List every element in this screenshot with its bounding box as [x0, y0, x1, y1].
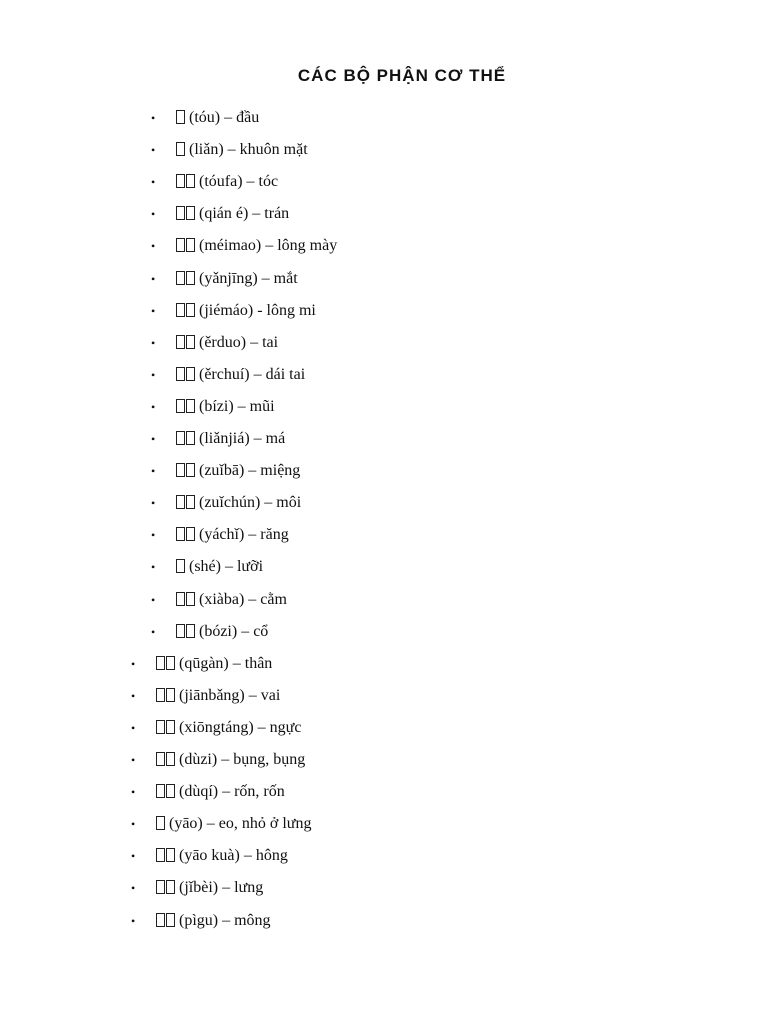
missing-glyph-icon — [156, 877, 176, 899]
missing-glyph-icon — [176, 300, 196, 322]
glyph-box-icon — [186, 335, 195, 349]
item-text: (yāo kuà) – hông — [179, 847, 288, 864]
missing-glyph-icon — [176, 364, 196, 386]
glyph-box-icon — [176, 206, 185, 220]
item-text: (xiàba) – cằm — [199, 591, 287, 608]
list-item — [151, 139, 308, 161]
glyph-box-icon — [156, 913, 165, 927]
glyph-box-icon — [176, 399, 185, 413]
bullet-icon: • — [151, 432, 156, 446]
glyph-box-icon — [166, 784, 175, 798]
missing-glyph-icon — [156, 653, 176, 675]
missing-glyph-icon — [176, 171, 196, 193]
missing-glyph-icon — [176, 235, 196, 257]
bullet-icon: • — [151, 625, 156, 639]
glyph-box-icon — [176, 174, 185, 188]
missing-glyph-icon — [176, 428, 196, 450]
item-text: (liǎn) – khuôn mặt — [189, 141, 308, 158]
missing-glyph-icon — [156, 845, 176, 867]
glyph-box-icon — [186, 463, 195, 477]
glyph-box-icon — [176, 110, 185, 124]
bullet-icon: • — [151, 175, 156, 189]
glyph-box-icon — [176, 335, 185, 349]
glyph-box-icon — [156, 880, 165, 894]
glyph-box-icon — [156, 688, 165, 702]
bullet-icon: • — [151, 400, 156, 414]
glyph-box-icon — [176, 624, 185, 638]
bullet-icon: • — [151, 496, 156, 510]
bullet-icon: • — [151, 464, 156, 478]
list-item — [151, 621, 268, 643]
glyph-box-icon — [186, 238, 195, 252]
list-item — [131, 845, 288, 867]
bullet-icon: • — [131, 817, 136, 831]
list-item — [151, 107, 259, 129]
item-text: (qián é) – trán — [199, 205, 290, 222]
bullet-icon: • — [151, 207, 156, 221]
glyph-box-icon — [186, 303, 195, 317]
item-text: (zuǐchún) – môi — [199, 494, 302, 511]
glyph-box-icon — [156, 848, 165, 862]
bullet-icon: • — [131, 914, 136, 928]
list-item — [151, 300, 316, 322]
bullet-icon: • — [151, 111, 156, 125]
item-text: (dùqí) – rốn, rốn — [179, 783, 285, 800]
bullet-icon: • — [131, 849, 136, 863]
bullet-icon: • — [151, 239, 156, 253]
item-text: (jǐbèi) – lưng — [179, 879, 264, 896]
missing-glyph-icon — [156, 749, 176, 771]
list-item — [151, 524, 289, 546]
glyph-box-icon — [156, 816, 165, 830]
list-item — [151, 235, 337, 257]
glyph-box-icon — [186, 399, 195, 413]
item-text: (ěrduo) – tai — [199, 334, 279, 351]
glyph-box-icon — [176, 142, 185, 156]
glyph-box-icon — [156, 656, 165, 670]
glyph-box-icon — [176, 238, 185, 252]
missing-glyph-icon — [176, 589, 196, 611]
missing-glyph-icon — [156, 813, 166, 835]
item-text: (yáchǐ) – răng — [199, 526, 289, 543]
page-title: CÁC BỘ PHẬN CƠ THỂ — [297, 66, 507, 85]
list-item — [151, 364, 305, 386]
glyph-box-icon — [186, 431, 195, 445]
item-text: (pìgu) – mông — [179, 912, 271, 929]
bullet-icon: • — [151, 272, 156, 286]
bullet-icon: • — [151, 143, 156, 157]
item-text: (yǎnjīng) – mắt — [199, 270, 298, 287]
glyph-box-icon — [176, 527, 185, 541]
list-item — [151, 460, 300, 482]
bullet-icon: • — [131, 721, 136, 735]
bullet-icon: • — [131, 753, 136, 767]
glyph-box-icon — [176, 367, 185, 381]
bullet-icon: • — [131, 689, 136, 703]
item-text: (tóu) – đầu — [189, 109, 260, 126]
bullet-icon: • — [151, 560, 156, 574]
list-item — [151, 556, 263, 578]
bullet-icon: • — [151, 304, 156, 318]
item-text: (bózi) – cổ — [199, 623, 269, 640]
bullet-icon: • — [151, 336, 156, 350]
missing-glyph-icon — [176, 524, 196, 546]
missing-glyph-icon — [176, 332, 196, 354]
glyph-box-icon — [156, 752, 165, 766]
glyph-box-icon — [166, 913, 175, 927]
item-text: (qūgàn) – thân — [179, 655, 273, 672]
glyph-box-icon — [186, 624, 195, 638]
missing-glyph-icon — [176, 556, 186, 578]
item-text: (jiānbǎng) – vai — [179, 687, 281, 704]
glyph-box-icon — [186, 495, 195, 509]
glyph-box-icon — [156, 720, 165, 734]
list-item — [151, 589, 287, 611]
missing-glyph-icon — [156, 717, 176, 739]
glyph-box-icon — [176, 431, 185, 445]
list-item — [151, 492, 301, 514]
missing-glyph-icon — [176, 396, 196, 418]
item-text: (tóufa) – tóc — [199, 173, 279, 190]
glyph-box-icon — [166, 688, 175, 702]
glyph-box-icon — [186, 271, 195, 285]
item-text: (ěrchuí) – dái tai — [199, 366, 306, 383]
glyph-box-icon — [166, 752, 175, 766]
glyph-box-icon — [176, 303, 185, 317]
item-text: (jiémáo) - lông mi — [199, 302, 316, 319]
glyph-box-icon — [186, 367, 195, 381]
list-item — [131, 653, 272, 675]
list-item — [131, 717, 301, 739]
glyph-box-icon — [186, 527, 195, 541]
glyph-box-icon — [166, 848, 175, 862]
missing-glyph-icon — [156, 910, 176, 932]
glyph-box-icon — [176, 495, 185, 509]
missing-glyph-icon — [156, 685, 176, 707]
list-item — [131, 813, 311, 835]
glyph-box-icon — [176, 592, 185, 606]
missing-glyph-icon — [176, 492, 196, 514]
bullet-icon: • — [131, 785, 136, 799]
list-item — [131, 910, 271, 932]
item-text: (xiōngtáng) – ngực — [179, 719, 302, 736]
list-item — [131, 877, 263, 899]
list-item — [151, 268, 298, 290]
list-item — [151, 428, 285, 450]
list-item — [151, 203, 289, 225]
missing-glyph-icon — [176, 139, 186, 161]
item-text: (zuǐbā) – miệng — [199, 462, 301, 479]
glyph-box-icon — [186, 206, 195, 220]
glyph-box-icon — [186, 174, 195, 188]
glyph-box-icon — [176, 559, 185, 573]
item-text: (liǎnjiá) – má — [199, 430, 286, 447]
bullet-icon: • — [151, 368, 156, 382]
missing-glyph-icon — [176, 621, 196, 643]
item-text: (bízi) – mũi — [199, 398, 275, 415]
item-text: (yāo) – eo, nhỏ ở lưng — [169, 815, 312, 832]
glyph-box-icon — [186, 592, 195, 606]
bullet-icon: • — [131, 657, 136, 671]
glyph-box-icon — [166, 720, 175, 734]
glyph-box-icon — [166, 880, 175, 894]
glyph-box-icon — [156, 784, 165, 798]
missing-glyph-icon — [176, 460, 196, 482]
missing-glyph-icon — [176, 107, 186, 129]
missing-glyph-icon — [176, 268, 196, 290]
item-text: (shé) – lưỡi — [189, 558, 264, 575]
item-text: (méimao) – lông mày — [199, 237, 338, 254]
glyph-box-icon — [176, 271, 185, 285]
list-item — [131, 781, 285, 803]
item-text: (dùzi) – bụng, bụng — [179, 751, 306, 768]
list-item — [131, 685, 280, 707]
bullet-icon: • — [131, 881, 136, 895]
list-item — [131, 749, 305, 771]
glyph-box-icon — [166, 656, 175, 670]
list-item — [151, 171, 278, 193]
glyph-box-icon — [176, 463, 185, 477]
bullet-icon: • — [151, 528, 156, 542]
list-item — [151, 396, 275, 418]
list-item — [151, 332, 278, 354]
missing-glyph-icon — [156, 781, 176, 803]
missing-glyph-icon — [176, 203, 196, 225]
bullet-icon: • — [151, 593, 156, 607]
